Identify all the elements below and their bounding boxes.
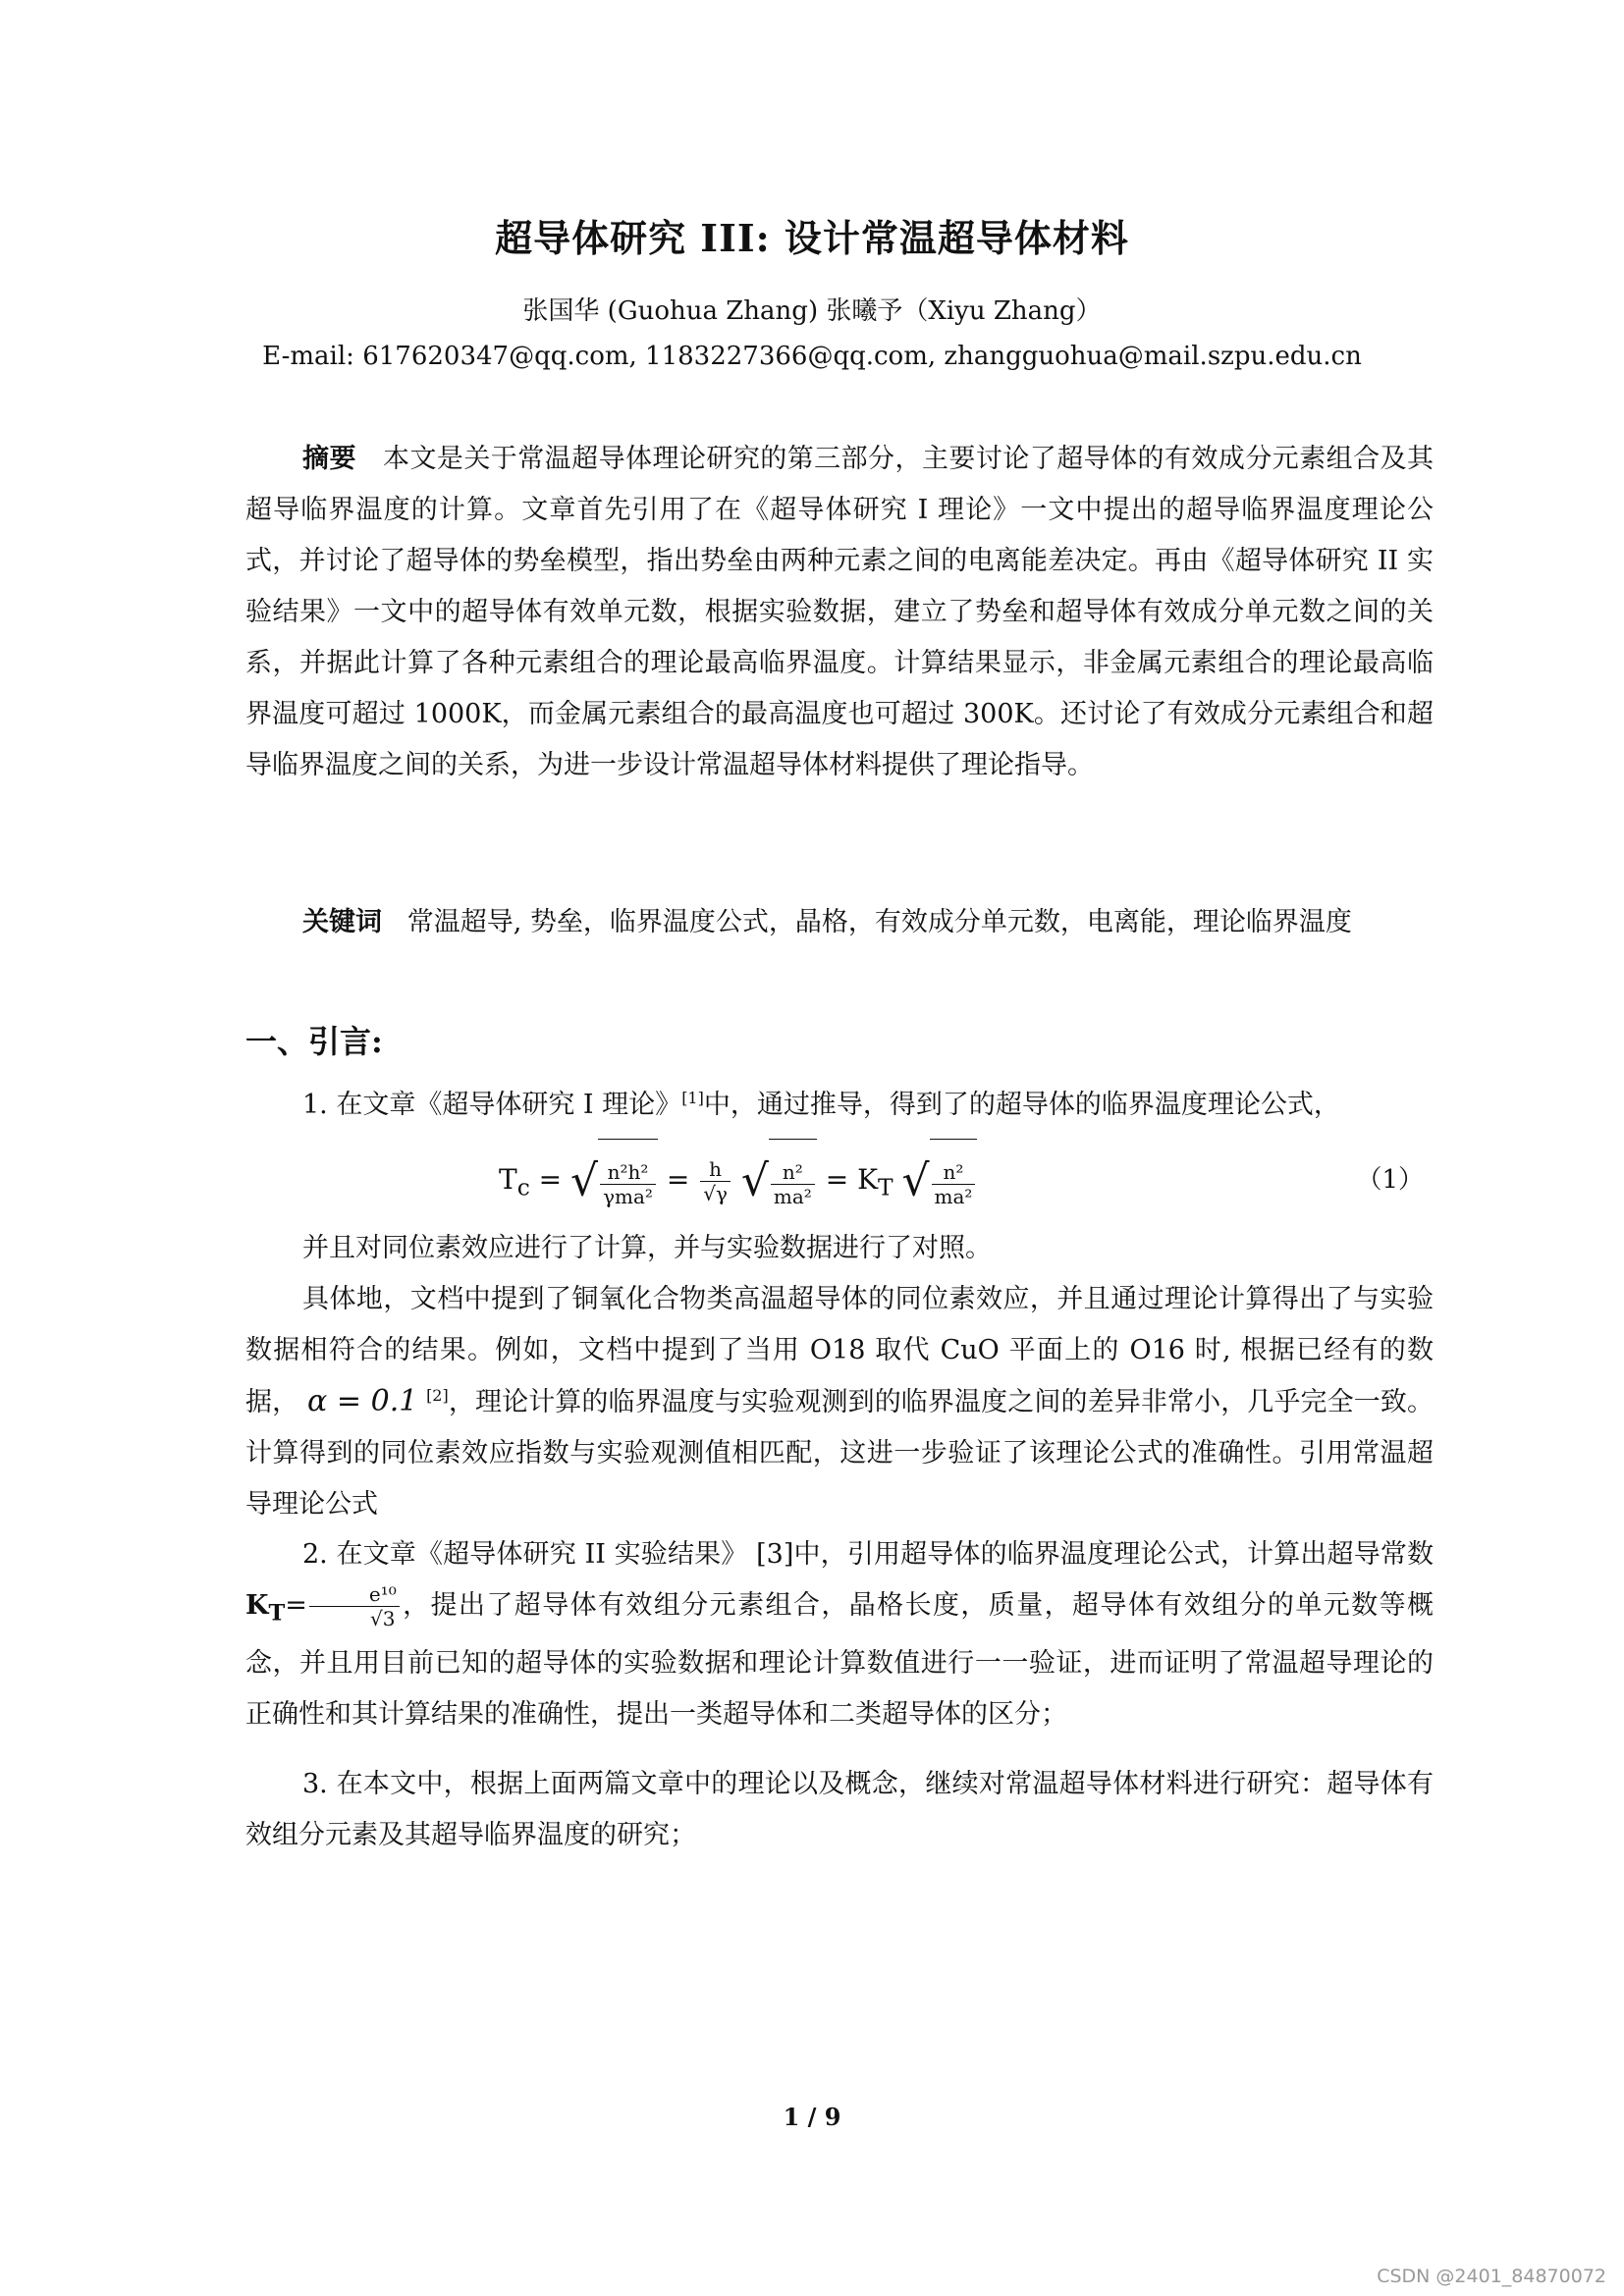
eq-sqrt-3: √ $\frac{\text{n²}}{\text{ma²}}$ bbox=[901, 1139, 977, 1224]
eq-equals-3: = bbox=[825, 1163, 849, 1196]
p1-text-after: 中，通过推导，得到了的超导体的临界温度理论公式， bbox=[703, 1090, 1340, 1120]
page-number: 1 / 9 bbox=[783, 2103, 841, 2131]
intro-paragraph-1 bbox=[245, 1080, 1434, 1131]
p3-text-before: 具体地，文档中提到了铜氧化合物类高温超导体的同位素效应，并且通过理论计算得出了与实验数据相符合的结果。例如，文档中提到了当用 O18 取代 CuO 平面上的 O16 时, 根据已经有的数据， bbox=[245, 1284, 1434, 1417]
eq-frac4-num: n² bbox=[932, 1160, 976, 1185]
eq-frac2-den: √γ bbox=[703, 1182, 728, 1205]
intro-paragraph-4 bbox=[245, 1529, 1434, 1740]
eq-equals-1: = bbox=[538, 1163, 563, 1196]
eq-frac3-den: ma² bbox=[773, 1185, 812, 1208]
alpha-value: α = 0.1 bbox=[306, 1384, 418, 1418]
eq-kt: K bbox=[857, 1163, 878, 1196]
eq-frac2-num: h bbox=[700, 1157, 731, 1182]
p4-kt-sub: T bbox=[268, 1600, 286, 1627]
p4-text-after: ，提出了超导体有效组分元素组合，晶格长度，质量，超导体有效组分的单元数等概念，并且用目前已知的超导体的实验数据和理论计算数值进行一一验证，进而证明了常温超导理论的正确性和其计算结果的准确性，提出一类超导体和二类超导体的区分； bbox=[245, 1590, 1434, 1731]
p4-frac-den: √3 bbox=[370, 1607, 396, 1630]
p4-frac-num: e¹⁰ bbox=[309, 1582, 400, 1607]
eq-sqrt-1: √ $\frac{\text{n²h²}}{\text{γma²}}$ bbox=[570, 1139, 658, 1224]
p4-frac bbox=[309, 1582, 400, 1630]
citation-2[interactable]: [2] bbox=[426, 1386, 449, 1405]
citation-1[interactable]: [1] bbox=[681, 1089, 704, 1107]
keywords-label: 关键词 bbox=[302, 907, 382, 937]
eq-tc-sub: c bbox=[516, 1173, 530, 1201]
intro-paragraph-2: 并且对同位素效应进行了计算，并与实验数据进行了对照。 bbox=[302, 1233, 992, 1263]
abstract-paragraph bbox=[245, 434, 1434, 791]
abstract-text: 本文是关于常温超导体理论研究的第三部分，主要讨论了超导体的有效成分元素组合及其超导临界温度的计算。文章首先引用了在《超导体研究 I 理论》一文中提出的超导临界温度理论公式，并讨论了超导体的势垒模型，指出势垒由两种元素之间的电离能差决定。再由《超导体研究 II 实验结果》一文中的超导体有效单元数，根据实验数据，建立了势垒和超导体有效成分单元数之间的关系，并据此计算了各种元素组合的理论最高临界温度。计算结果显示，非金属元素组合的理论最高临界温度可超过 1000K，而金属元素组合的最高温度也可超过 300K。还讨论了有效成分元素组合和超导临界温度之间的关系，为进一步设计常温超导体材料提供了理论指导。 bbox=[245, 444, 1435, 780]
eq-frac3-num: n² bbox=[771, 1160, 815, 1185]
p4-equals: = bbox=[285, 1590, 307, 1621]
p1-text-before: 1. 在文章《超导体研究 I 理论》 bbox=[302, 1090, 682, 1120]
eq-tc: T bbox=[499, 1163, 517, 1196]
intro-paragraph-3 bbox=[245, 1274, 1434, 1530]
abstract-label: 摘要 bbox=[302, 444, 356, 474]
keywords-paragraph bbox=[245, 897, 1434, 948]
equation-1 bbox=[245, 1139, 1434, 1221]
equation-number: （1） bbox=[1356, 1165, 1424, 1195]
email-line: E-mail: 617620347@qq.com, 1183227366@qq.com, zhangguohua@mail.szpu.edu.cn bbox=[262, 342, 1362, 371]
author-line: 张国华 (Guohua Zhang) 张曦予（Xiyu Zhang） bbox=[522, 296, 1102, 326]
p4-text-before: 2. 在文章《超导体研究 II 实验结果》 [3]中，引用超导体的临界温度理论公式，计算出超导常数 bbox=[302, 1539, 1434, 1570]
p4-kt: K bbox=[245, 1590, 269, 1621]
csdn-watermark: CSDN @2401_84870072 bbox=[1377, 2266, 1606, 2287]
keywords-text: 常温超导, 势垒，临界温度公式，晶格，有效成分单元数，电离能，理论临界温度 bbox=[406, 907, 1352, 937]
paper-title: 超导体研究 III: 设计常温超导体材料 bbox=[495, 216, 1129, 260]
intro-paragraph-5: 3. 在本文中，根据上面两篇文章中的理论以及概念，继续对常温超导体材料进行研究：超导体有效组分元素及其超导临界温度的研究； bbox=[245, 1769, 1434, 1850]
eq-frac1-den: γma² bbox=[603, 1185, 653, 1208]
eq-sqrt-2: √ $\frac{\text{n²}}{\text{ma²}}$ bbox=[741, 1139, 817, 1224]
eq-frac2 bbox=[700, 1157, 731, 1205]
equation-1-body bbox=[499, 1139, 977, 1229]
eq-frac4-den: ma² bbox=[934, 1185, 973, 1208]
eq-kt-sub: T bbox=[878, 1173, 893, 1201]
section-heading-introduction: 一、引言: bbox=[245, 1023, 383, 1060]
eq-equals-2: = bbox=[666, 1163, 690, 1196]
p3-text-after: ，理论计算的临界温度与实验观测到的临界温度之间的差异非常小，几乎完全一致。计算得到的同位素效应指数与实验观测值相匹配，这进一步验证了该理论公式的准确性。引用常温超导理论公式 bbox=[245, 1387, 1434, 1520]
eq-frac1-num: n²h² bbox=[600, 1160, 656, 1185]
